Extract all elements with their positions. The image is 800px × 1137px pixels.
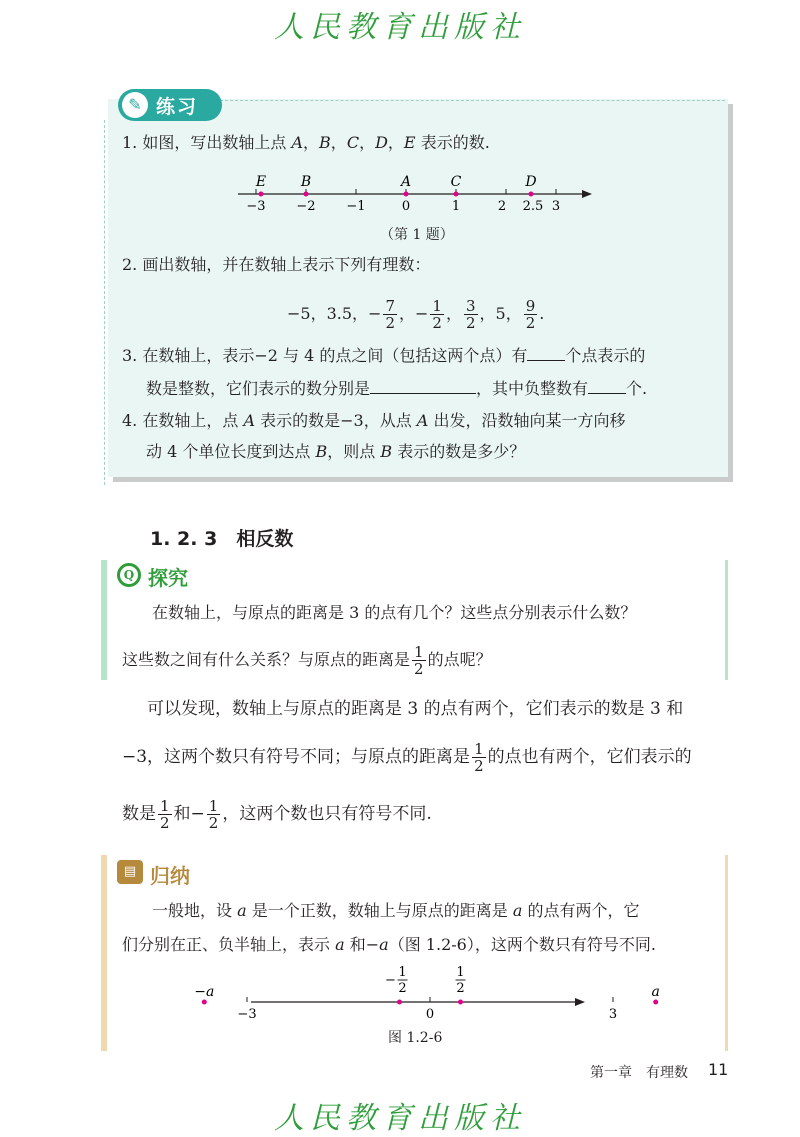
body-line-2: −3，这两个数只有符号不同；与原点的距离是 $\frac{1}{2}$ 的点也有两个，它们表示的 [122,740,692,775]
publisher-footer: 人民教育出版社 [274,1101,526,1136]
point-half [458,1000,463,1005]
point-D [529,192,534,197]
tick-label: 2.5 [522,199,544,214]
point-label: A [400,174,412,190]
question-4-line-1: 4. 在数轴上，点 A 表示的数是−3，从点 A 出发，沿数轴向某一方向移 [122,411,626,430]
point-C [454,192,459,197]
summary-line-2: 们分别在正、负半轴上，表示 a 和−a（图 1.2-6），这两个数只有符号不同. [122,935,656,954]
tick-label: 0 [401,199,411,214]
figure-caption-q1: （第 1 题） [380,227,454,243]
fraction-numerator: 1 [456,965,465,980]
tick-label: −2 [296,199,316,214]
tick-label: −3 [246,199,266,214]
var-D: D [375,133,388,152]
exercise-border-dashed-left [104,120,105,485]
question-3-line-1: 3. 在数轴上，表示−2 与 4 的点之间（包括这两个点）有 个点表示的 [122,346,646,365]
pencil-icon: ✎ [122,92,148,118]
question-2: 2. 画出数轴，并在数轴上表示下列有理数： [122,255,431,274]
tick-label: 2 [497,199,507,214]
fraction: $\frac{1}{2}$ [208,797,219,832]
exercise-label: 练习 [156,96,199,118]
tick-label: 1 [451,199,461,214]
fraction: $\frac{3}{2}$ [465,297,476,332]
fraction: $\frac{1}{2}$ [474,740,484,775]
fraction: $\frac{1}{2}$ [432,297,442,332]
exercise-border-dashed [220,100,725,101]
var-C: C [346,133,360,152]
point-B [304,192,309,197]
point-a [653,1000,658,1005]
tick-label: −1 [346,199,366,214]
minus-sign: − [385,973,396,988]
summary-sidebar-right [725,855,728,1051]
figure-caption: 图 1.2-6 [388,1030,443,1046]
point-A [404,192,409,197]
summary-sidebar [101,855,107,1051]
fraction-numerator: 1 [398,965,407,980]
publisher-header: 人民教育出版社 [274,10,526,45]
point-half [397,1000,402,1005]
question-3-line-2: 数是整数，它们表示的数分别是 ，其中负整数有 个. [146,379,648,398]
fraction: $\frac{9}{2}$ [525,297,536,332]
fraction-denominator: 2 [398,981,407,996]
point-label: D [525,174,537,190]
chapter-footer: 第一章 有理数 [590,1065,688,1081]
tick-label: 3 [551,199,561,214]
var-E: E [403,133,416,152]
explore-line-2: 这些数之间有什么关系？与原点的距离是 $\frac{1}{2}$ 的点呢？ [122,643,492,678]
point-label: E [255,174,267,190]
point-E [259,192,264,197]
answer-blank[interactable] [370,377,476,394]
magnifier-icon: Q [117,563,141,587]
point-label: −a [194,984,215,1000]
point-label: C [450,174,462,190]
tick-label: −3 [237,1007,257,1022]
body-line-1: 可以发现，数轴上与原点的距离是 3 的点有两个，它们表示的数是 3 和 [147,699,684,719]
explore-sidebar-right [725,560,728,680]
fraction: $\frac{1}{2}$ [160,797,170,832]
fraction-denominator: 2 [456,981,465,996]
point-a [202,1000,207,1005]
book-icon: ▤ [117,860,143,884]
page-number: 11 [708,1060,729,1079]
answer-blank[interactable] [588,377,626,394]
explore-label: 探究 [148,566,188,590]
explore-sidebar [101,560,107,680]
summary-label: 归纳 [150,864,190,888]
fraction: $\frac{7}{2}$ [385,297,395,332]
section-heading: 1. 2. 3 相反数 [150,528,294,550]
number-line-fig-1-2-6 [194,962,660,1022]
question-4-line-2: 动 4 个单位长度到达点 B，则点 B 表示的数是多少？ [146,442,526,461]
question-2-list: −5，3.5，− $\frac{7}{2}$ ，− $\frac{1}{2}$ ， $\frac{3}{2}$ ，5， $\frac{9}{2}$ . [287,297,545,332]
body-line-3: 数是 $\frac{1}{2}$ 和− $\frac{1}{2}$ ，这两个数也只有符号不同. [122,797,432,832]
var-B: B [319,133,331,152]
fraction: $\frac{1}{2}$ [414,643,424,678]
point-label: B [300,174,312,190]
tick-label: 3 [608,1007,618,1022]
point-label: a [651,984,660,1000]
tick-label: 0 [425,1007,435,1022]
question-1: 1. 如图，写出数轴上点 A，B，C，D，E 表示的数. [122,133,490,152]
var-A: A [291,133,304,152]
number-line-q1 [230,168,600,218]
answer-blank[interactable] [527,344,565,361]
explore-line-1: 在数轴上，与原点的距离是 3 的点有几个？这些点分别表示什么数？ [152,603,637,622]
summary-line-1: 一般地，设 a 是一个正数，数轴上与原点的距离是 a 的点有两个，它 [152,901,640,920]
